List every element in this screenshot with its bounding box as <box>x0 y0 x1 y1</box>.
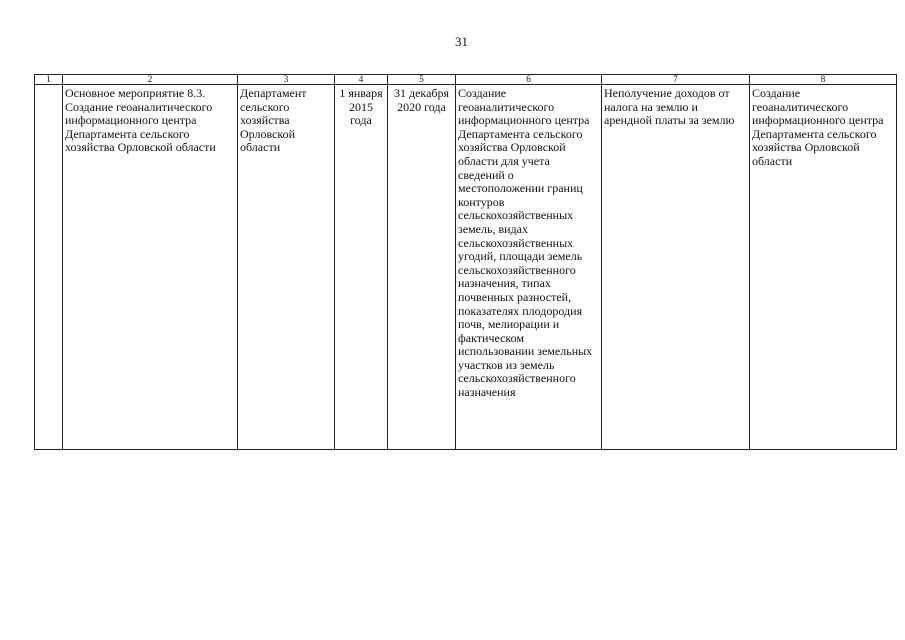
consequences-cell: Неполучение доходов от налога на землю и арендной платы за землю <box>602 85 750 450</box>
activity-name-cell: Основное мероприятие 8.3. Создание геоаналитического информационного центра Департамента сельского хозяйства Орловской области <box>63 85 238 450</box>
expected-result-cell: Создание геоаналитического информационного центра Департамента сельского хозяйства Орловской области для учета сведений о местоположении границ контуров сельскохозяйственных земель, видах сельскохозяйственных угодий, площади земель сельскохозяйственного назначения, типах почвенных разностей, показателях плодородия почв, мелиорации и фактическом использовании земельных участков из земель сельскохозяйственного назначения <box>456 85 602 450</box>
row-number-cell <box>35 85 63 450</box>
column-number: 8 <box>750 75 897 85</box>
indicator-link-cell: Создание геоаналитического информационного центра Департамента сельского хозяйства Орловской области <box>750 85 897 450</box>
responsible-executor-cell: Департамент сельского хозяйства Орловской области <box>238 85 335 450</box>
column-number: 3 <box>238 75 335 85</box>
column-number: 4 <box>335 75 388 85</box>
table-row <box>35 85 897 450</box>
column-number: 5 <box>388 75 456 85</box>
end-date-cell: 31 декабря 2020 года <box>388 85 456 450</box>
column-number: 6 <box>456 75 602 85</box>
column-number: 7 <box>602 75 750 85</box>
column-number: 2 <box>63 75 238 85</box>
start-date-cell: 1 января 2015 года <box>335 85 388 450</box>
page-number: 31 <box>455 34 468 49</box>
column-number: 1 <box>35 75 63 85</box>
activities-table <box>34 74 897 450</box>
column-number-row <box>35 75 897 85</box>
